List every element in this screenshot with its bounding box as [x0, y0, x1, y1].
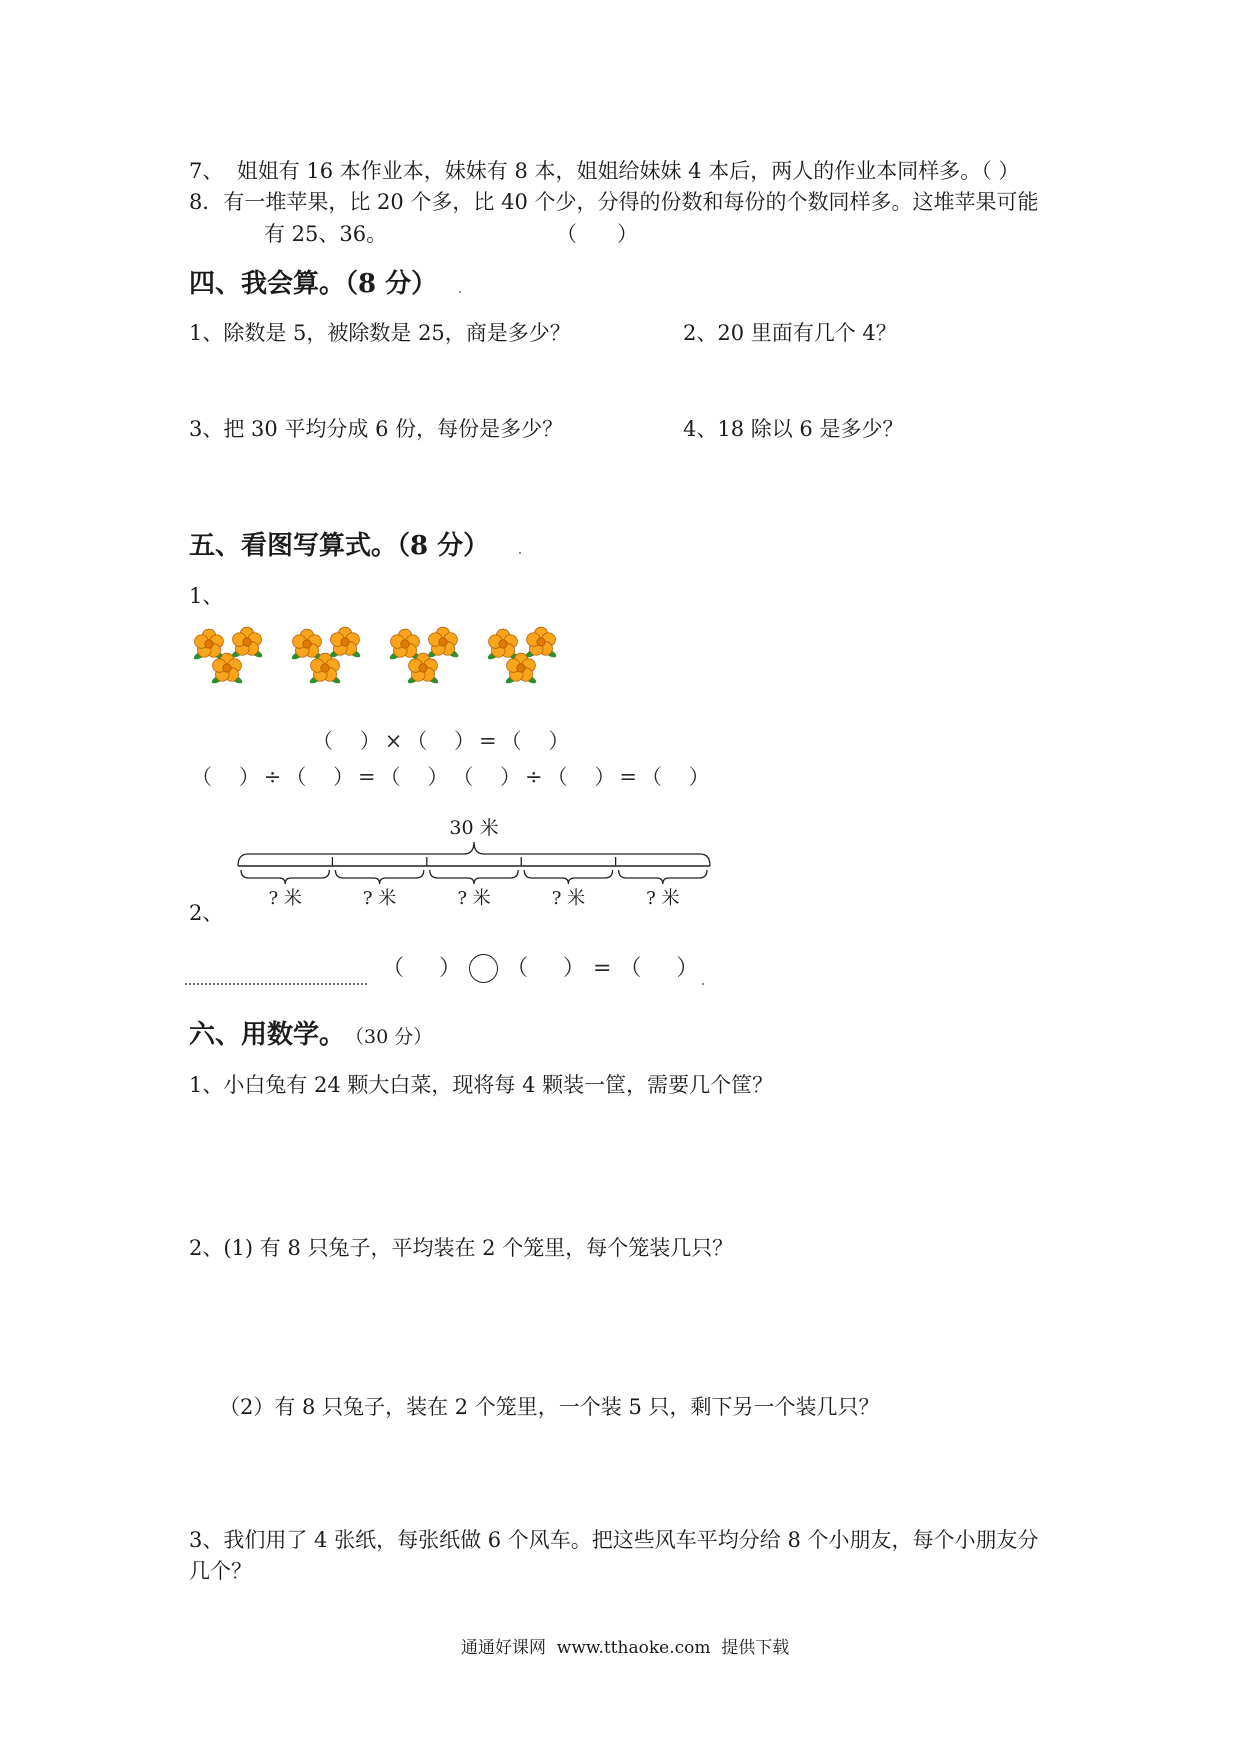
answer-blank: （ ）	[382, 955, 461, 981]
answer-blank: （ ）	[285, 765, 355, 789]
answer-blank: （ ）	[619, 955, 699, 981]
segment-brace	[335, 870, 423, 884]
flower-group	[385, 625, 465, 689]
operator-circle	[469, 954, 498, 983]
dotted-line	[185, 983, 367, 985]
divide-sign: ÷	[525, 765, 543, 789]
section-4-problem-2: 2、20 里面有几个 4？	[683, 321, 897, 345]
equation-row-segment	[382, 954, 698, 983]
flower-icon	[210, 653, 243, 685]
section-5-problem-2-label: 2、	[189, 901, 224, 925]
equation-row-multiplication	[312, 729, 569, 753]
flower-icon	[426, 627, 459, 659]
text-box-marker	[519, 552, 521, 554]
flower-icon	[328, 627, 361, 659]
question-8-answer-blank: （ ）	[556, 222, 639, 246]
flower-icon	[230, 627, 263, 659]
answer-blank: （ ）	[191, 765, 260, 789]
equation-row-division	[191, 765, 710, 789]
section-5-problem-1-label: 1、	[189, 584, 224, 608]
question-7: 7、 姐姐有 16 本作业本，妹妹有 8 本，姐姐给妹妹 4 本后，两人的作业本同样多。（ ）	[189, 159, 1020, 183]
flower-group	[287, 625, 367, 689]
equals-sign: =	[592, 955, 612, 981]
answer-blank: （ ）	[312, 729, 381, 753]
section-6-title: 六、用数学。	[189, 1020, 346, 1050]
equals-sign: =	[479, 729, 497, 753]
page-footer: 通通好课网 www.tthaoke.com 提供下载	[461, 1638, 790, 1658]
answer-blank: （ ）	[640, 765, 710, 789]
equals-sign: =	[619, 765, 637, 789]
section-6-problem-2-part-2: （2）有 8 只兔子，装在 2 个笼里，一个装 5 只，剩下另一个装几只？	[219, 1395, 880, 1419]
segment-diagram-lines	[230, 838, 720, 888]
answer-blank: （ ）	[546, 765, 616, 789]
total-brace	[238, 842, 710, 866]
answer-blank: （ ）	[406, 729, 476, 753]
text-box-marker	[459, 291, 461, 293]
flower-group	[483, 625, 563, 689]
multiply-sign: ×	[384, 729, 403, 753]
flower-icon	[290, 629, 323, 661]
segment-brace	[619, 870, 707, 884]
answer-blank: （ ）	[500, 729, 570, 753]
flower-icon	[192, 629, 225, 661]
flower-icon	[524, 627, 557, 659]
flower-icon	[504, 653, 537, 685]
section-6-heading	[189, 1021, 432, 1049]
flower-icon	[388, 629, 421, 661]
segment-brace	[524, 870, 612, 884]
divide-sign: ÷	[263, 765, 282, 789]
section-4-problem-3: 3、把 30 平均分成 6 份，每份是多少？	[189, 417, 564, 441]
segment-label: ? 米	[646, 888, 680, 909]
section-4-problem-1: 1、除数是 5，被除数是 25，商是多少？	[189, 321, 571, 345]
section-6-points: （30 分）	[345, 1026, 433, 1048]
total-length-label: 30 米	[449, 817, 499, 839]
equals-sign: =	[358, 765, 376, 789]
section-4-heading: 四、我会算。（8 分）	[189, 269, 438, 299]
segment-brace	[430, 870, 518, 884]
section-6-problem-3-line-2: 几个？	[189, 1559, 252, 1583]
segment-label: ? 米	[457, 888, 491, 909]
question-8-line-1: 8．有一堆苹果，比 20 个多，比 40 个少，分得的份数和每份的个数同样多。这堆苹果可能	[189, 190, 1039, 214]
section-4-problem-4: 4、18 除以 6 是多少？	[683, 417, 904, 441]
answer-blank: （ ）	[379, 765, 449, 789]
segment-label: ? 米	[268, 888, 302, 909]
text-box-marker	[702, 983, 704, 985]
flower-icon	[486, 629, 519, 661]
section-6-problem-3-line-1: 3、我们用了 4 张纸，每张纸做 6 个风车。把这些风车平均分给 8 个小朋友，每个小朋友分	[189, 1528, 1039, 1552]
section-5-heading: 五、看图写算式。（8 分）	[189, 531, 490, 561]
flower-picture	[189, 625, 569, 691]
segment-brace	[241, 870, 329, 884]
section-6-problem-1: 1、小白兔有 24 颗大白菜，现将每 4 颗装一筐，需要几个筐？	[189, 1073, 774, 1097]
flower-group	[189, 625, 269, 689]
answer-blank: （ ）	[505, 955, 585, 981]
segment-label: ? 米	[362, 888, 397, 909]
flower-icon	[406, 653, 439, 685]
segment-label: ? 米	[551, 888, 586, 909]
question-8-line-2: 有 25、36。	[264, 222, 388, 246]
section-6-problem-2-part-1: 2、(1) 有 8 只兔子，平均装在 2 个笼里，每个笼装几只？	[189, 1236, 734, 1260]
flower-icon	[308, 653, 341, 685]
segment-diagram	[230, 816, 720, 916]
answer-blank: （ ）	[452, 765, 522, 789]
